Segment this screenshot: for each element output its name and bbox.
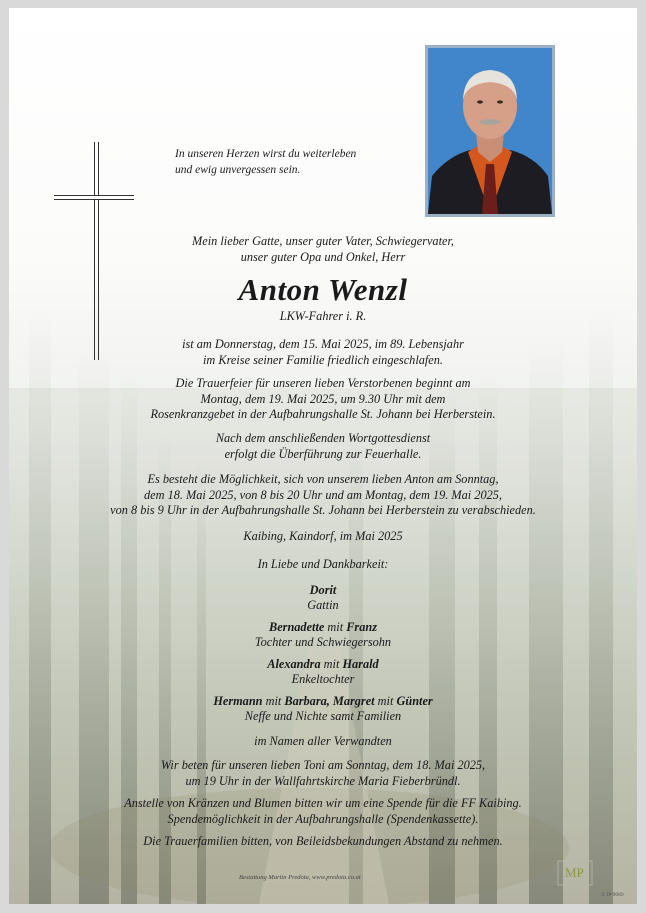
motto xyxy=(175,146,356,178)
deceased-name: Anton Wenzl xyxy=(238,272,408,307)
obituary-sheet xyxy=(9,8,637,904)
mourner-conj: mit xyxy=(265,694,282,708)
cross-bar xyxy=(54,195,134,200)
mourner-name: Alexandra xyxy=(267,657,321,671)
mourner-alexandra xyxy=(9,657,637,687)
mourner-name: Dorit xyxy=(309,583,337,597)
mourner-name: Franz xyxy=(346,620,377,634)
donation-info xyxy=(9,796,637,827)
viewing-line: von 8 bis 9 Uhr in der Aufbahrungshalle St. Johann bei Herberstein zu verabschieden. xyxy=(110,503,536,517)
mourner-name: Barbara, Margret xyxy=(284,694,375,708)
prayer-info xyxy=(9,758,637,789)
intro-line: unser guter Opa und Onkel, Herr xyxy=(240,249,406,264)
portrait-icon xyxy=(428,48,552,214)
gratitude: In Liebe und Dankbarkeit: xyxy=(257,557,389,571)
mourner-role: Enkeltochter xyxy=(291,672,355,686)
funeral-home-footer: Bestattung Martin Predota, www.predota.co.at xyxy=(239,874,361,881)
funeral-line: Rosenkranzgebet in der Aufbahrungshalle St. Johann bei Herberstein. xyxy=(150,407,496,421)
viewing-info xyxy=(9,472,637,519)
portrait-photo xyxy=(425,45,555,217)
mourner-name: Günter xyxy=(396,694,433,708)
profession: LKW-Fahrer i. R. xyxy=(279,309,367,323)
mourner-role: Gattin xyxy=(307,598,339,612)
intro xyxy=(9,234,637,265)
mourner-name: Harald xyxy=(342,657,379,671)
service-line: Nach dem anschließenden Wortgottesdienst xyxy=(215,431,431,445)
mourner-role: Neffe und Nichte samt Familien xyxy=(244,709,402,723)
prayer-line: um 19 Uhr in der Wallfahrtskirche Maria Fieberbründl. xyxy=(185,773,461,788)
mourner-conj: mit xyxy=(323,657,340,671)
funeral-line: Montag, dem 19. Mai 2025, um 9.30 Uhr mit dem xyxy=(200,391,446,406)
donation-line: Spendemöglichkeit in der Aufbahrungshalle (Spendenkassette). xyxy=(167,811,479,826)
logo-text: MP xyxy=(565,865,584,880)
place-date: Kaibing, Kaindorf, im Mai 2025 xyxy=(243,529,403,543)
mourner-hermann xyxy=(9,694,637,724)
death-notice xyxy=(9,337,637,368)
service-line: erfolgt die Überführung zur Feuerhalle. xyxy=(224,446,422,461)
mourner-bernadette xyxy=(9,620,637,650)
funeral-line: Die Trauerfeier für unseren lieben Verstorbenen beginnt am xyxy=(175,376,471,390)
viewing-line: dem 18. Mai 2025, von 8 bis 20 Uhr und am Montag, dem 19. Mai 2025, xyxy=(144,487,502,502)
mourner-name: Hermann xyxy=(213,694,263,708)
mourner-name: Bernadette xyxy=(269,620,325,634)
service-info xyxy=(9,431,637,462)
death-line: im Kreise seiner Familie friedlich eingeschlafen. xyxy=(203,352,443,367)
document-code: © IP 9089 xyxy=(601,892,624,898)
funeral-info xyxy=(9,376,637,423)
mourner-role: Tochter und Schwiegersohn xyxy=(254,635,392,649)
condolence-note: Die Trauerfamilien bitten, von Beileidsbekundungen Abstand zu nehmen. xyxy=(143,834,503,848)
death-line: ist am Donnerstag, dem 15. Mai 2025, im 89. Lebensjahr xyxy=(182,337,464,351)
mourner-dorit xyxy=(9,583,637,613)
motto-line: und ewig unvergessen sein. xyxy=(175,164,301,176)
mourner-conj: mit xyxy=(327,620,344,634)
mourner-conj: mit xyxy=(377,694,394,708)
viewing-line: Es besteht die Möglichkeit, sich von unserem lieben Anton am Sonntag, xyxy=(147,472,499,486)
intro-line: Mein lieber Gatte, unser guter Vater, Schwiegervater, xyxy=(192,234,454,248)
motto-line: In unseren Herzen wirst du weiterleben xyxy=(175,148,357,160)
donation-line: Anstelle von Kränzen und Blumen bitten wir um eine Spende für die FF Kaibing. xyxy=(124,796,522,810)
relatives: im Namen aller Verwandten xyxy=(254,734,392,748)
prayer-line: Wir beten für unseren lieben Toni am Sonntag, dem 18. Mai 2025, xyxy=(160,758,486,772)
